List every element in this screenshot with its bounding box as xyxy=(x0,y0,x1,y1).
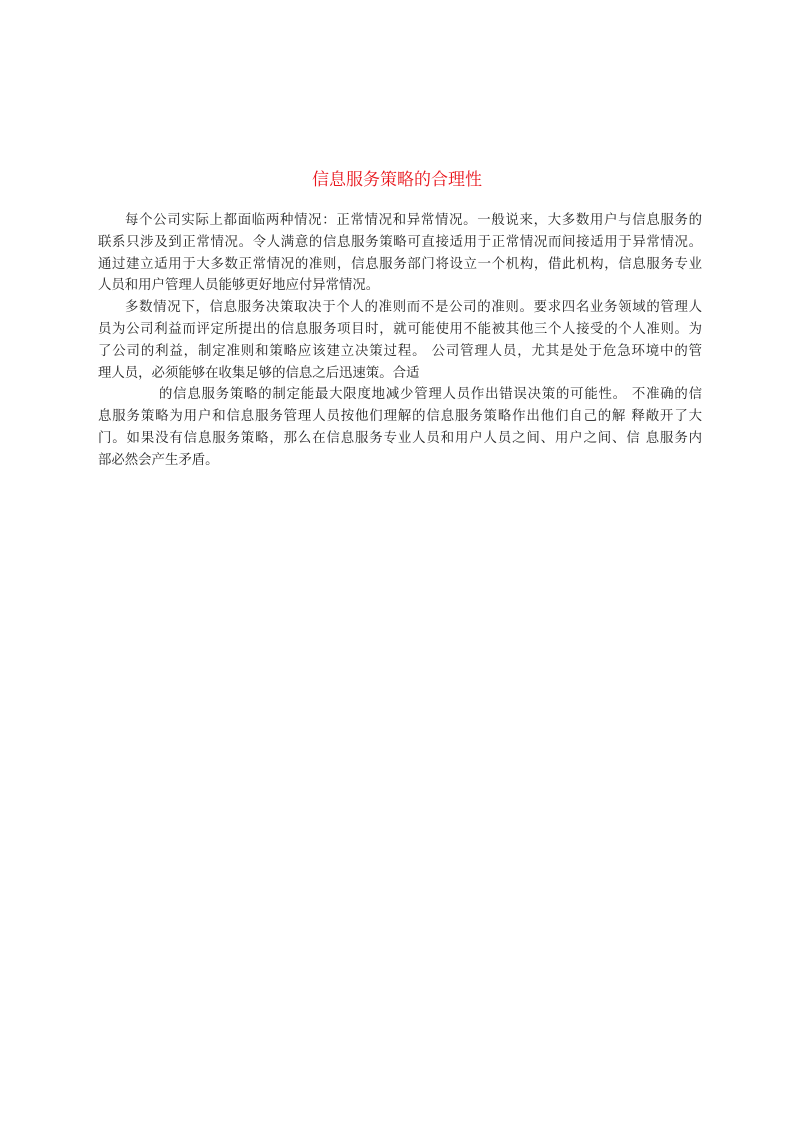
text-line: 门。如果没有信息服务策略，那么在信息服务专业人员和用户人员之间、用户之间、信 息服务内 xyxy=(98,430,702,446)
text-line: 通过建立适用于大多数正常情况的准则，信息服务部门将设立一个机构，借此机构，信息服务专业 xyxy=(98,256,702,272)
text-line: 的信息服务策略的制定能最大限度地减少管理人员作出错误决策的可能性。 不准确的信 xyxy=(159,387,702,403)
text-line: 每个公司实际上都面临两种情况：正常情况和异常情况。一般说来，大多数用户与信息服务的 xyxy=(125,213,702,228)
text-line: 联系只涉及到正常情况。令人满意的信息服务策略可直接适用于正常情况而间接适用于异常情况。 xyxy=(98,234,702,250)
document-title: 信息服务策略的合理性 xyxy=(312,170,482,190)
document-body xyxy=(98,210,702,472)
text-line: 理人员，必须能够在收集足够的信息之后迅速策。合适 xyxy=(98,365,420,381)
text-line: 部必然会产生矛盾。 xyxy=(98,452,219,468)
text-line: 多数情况下，信息服务决策取决于个人的准则而不是公司的准则。要求四名业务领域的管理人 xyxy=(125,300,702,316)
text-line: 人员和用户管理人员能够更好地应付异常情况。 xyxy=(98,278,380,294)
text-line: 员为公司利益而评定所提出的信息服务项目时，就可能使用不能被其他三个人接受的个人准则。为 xyxy=(98,321,702,337)
text-line: 息服务策略为用户和信息服务管理人员按他们理解的信息服务策略作出他们自己的解 释敞开了大 xyxy=(98,409,702,425)
text-line: 了公司的利益，制定准则和策略应该建立决策过程。 公司管理人员，尤其是处于危急环境中的管 xyxy=(98,343,702,359)
